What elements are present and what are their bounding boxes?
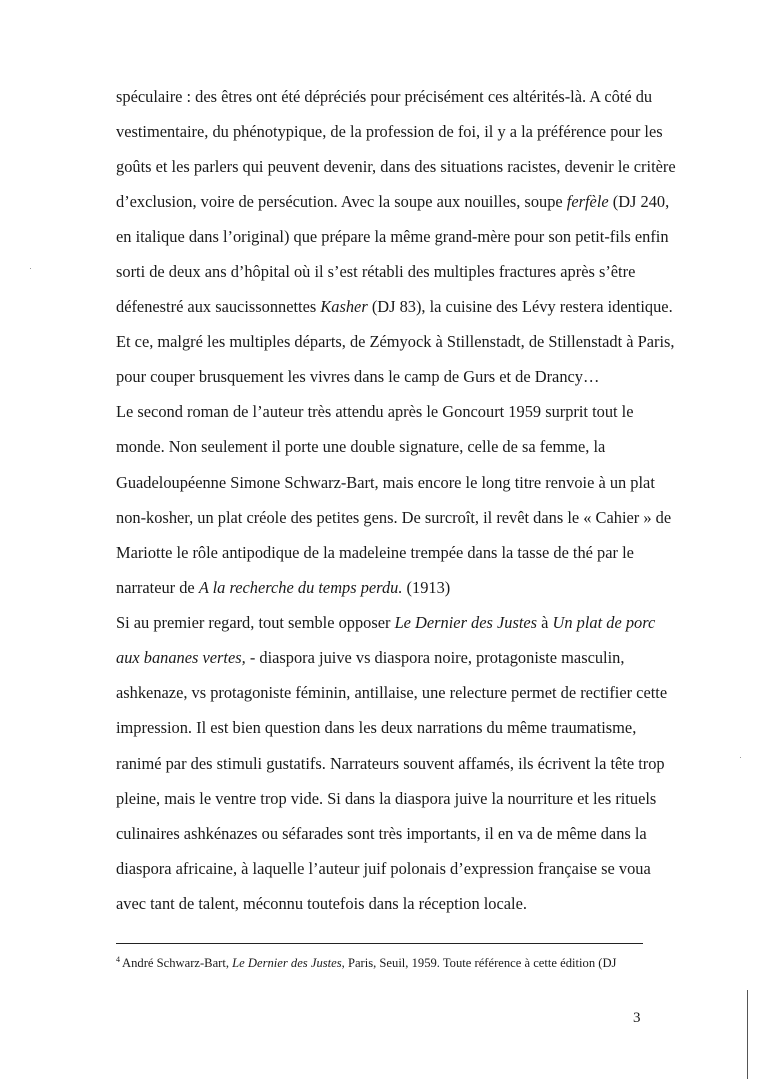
text-line: culinaires ashkénazes ou séfarades sont très importants, il en va de même dans la <box>116 824 647 843</box>
italic-text: Kasher <box>320 297 368 316</box>
page-number: 3 <box>633 1010 641 1026</box>
text-line: Mariotte le rôle antipodique de la madeleine trempée dans la tasse de thé par le <box>116 543 634 562</box>
text-line: pour couper brusquement les vivres dans le camp de Gurs et de Drancy… <box>116 367 600 386</box>
text-line: goûts et les parlers qui peuvent devenir, dans des situations racistes, devenir le critère <box>116 157 676 176</box>
text-line: diaspora africaine, à laquelle l’auteur juif polonais d’expression française se voua <box>116 859 651 878</box>
italic-text: Le Dernier des Justes <box>394 613 538 632</box>
text-line: défenestré aux saucissonnettes Kasher (DJ 83), la cuisine des Lévy restera identique. <box>116 297 673 316</box>
text-line: spéculaire : des êtres ont été dépréciés pour précisément ces altérités-là. A côté du <box>116 87 653 106</box>
scan-speck <box>740 757 741 758</box>
text-line: monde. Non seulement il porte une double signature, celle de sa femme, la <box>116 437 606 456</box>
text-line: Guadeloupéenne Simone Schwarz-Bart, mais encore le long titre renvoie à un plat <box>116 473 655 492</box>
text-line: Et ce, malgré les multiples départs, de Zémyock à Stillenstadt, de Stillenstadt à Paris, <box>116 332 675 351</box>
text-line: avec tant de talent, méconnu toutefois dans la réception locale. <box>116 894 527 913</box>
text-line: vestimentaire, du phénotypique, de la profession de foi, il y a la préférence pour les <box>116 122 663 141</box>
footnote-number: 4 <box>116 955 120 964</box>
italic-text: Un plat de porc <box>552 613 656 632</box>
footnote <box>116 952 616 971</box>
footnote-text: André Schwarz-Bart, Le Dernier des Justes, Paris, Seuil, 1959. Toute référence à cette édition (DJ <box>122 956 617 970</box>
text-line: pleine, mais le ventre trop vide. Si dans la diaspora juive la nourriture et les rituels <box>116 789 657 808</box>
footnote-separator <box>116 943 643 944</box>
text-line: aux bananes vertes, - diaspora juive vs diaspora noire, protagoniste masculin, <box>116 648 625 667</box>
text-line: narrateur de A la recherche du temps perdu. (1913) <box>116 578 451 597</box>
text-line: Si au premier regard, tout semble opposer Le Dernier des Justes à Un plat de porc <box>116 613 656 632</box>
text-line: en italique dans l’original) que prépare la même grand-mère pour son petit-fils enfin <box>116 227 669 246</box>
text-line: sorti de deux ans d’hôpital où il s’est rétabli des multiples fractures après s’être <box>116 262 636 281</box>
text-line: non-kosher, un plat créole des petites gens. De surcroît, il revêt dans le « Cahier » de <box>116 508 672 527</box>
text-line: d’exclusion, voire de persécution. Avec la soupe aux nouilles, soupe ferfèle (DJ 240, <box>116 192 670 211</box>
text-line: Le second roman de l’auteur très attendu après le Goncourt 1959 surprit tout le <box>116 402 634 421</box>
text-line: impression. Il est bien question dans les deux narrations du même traumatisme, <box>116 718 637 737</box>
italic-text: aux bananes vertes, <box>116 648 246 667</box>
scan-speck <box>30 268 31 269</box>
text-line: ranimé par des stimuli gustatifs. Narrateurs souvent affamés, ils écrivent la tête trop <box>116 754 665 773</box>
scan-edge-mark <box>747 990 748 1079</box>
italic-text: A la recherche du temps perdu. <box>198 578 403 597</box>
text-line: ashkenaze, vs protagoniste féminin, antillaise, une relecture permet de rectifier cette <box>116 683 668 702</box>
italic-text: Le Dernier des Justes <box>232 956 342 970</box>
italic-text: ferfèle <box>566 192 609 211</box>
